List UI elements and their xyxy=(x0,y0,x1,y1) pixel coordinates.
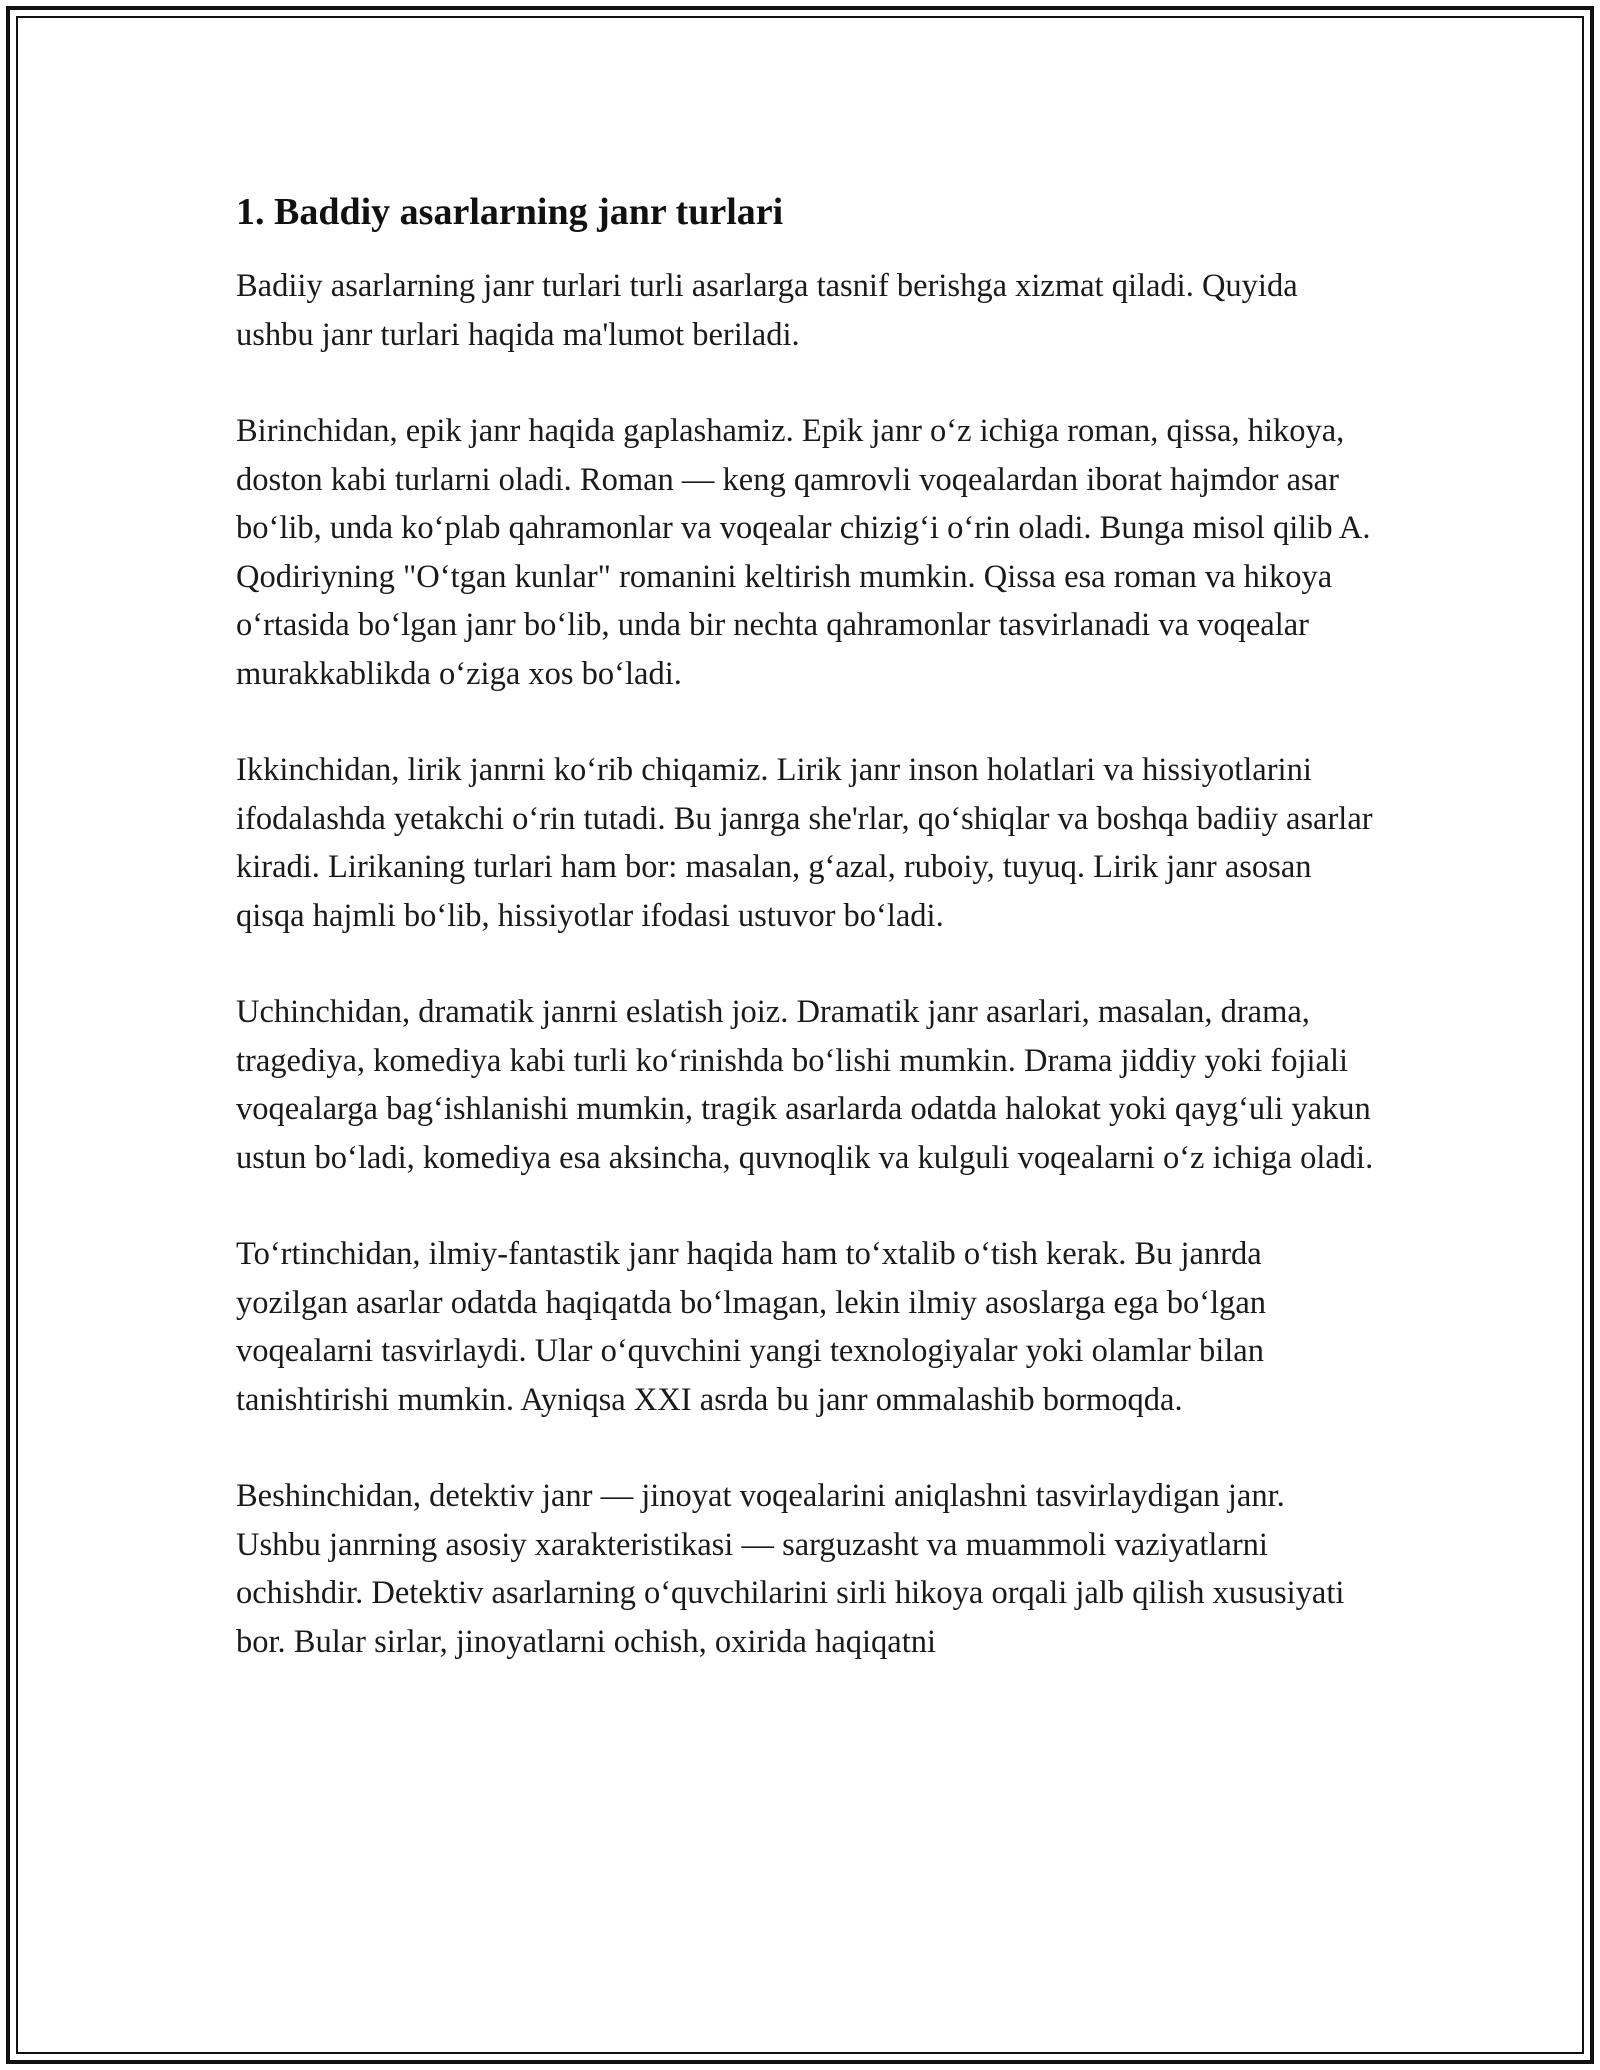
document-body xyxy=(236,186,1376,1714)
paragraph-lyric-genre: Ikkinchidan, lirik janrni ko‘rib chiqamiz. Lirik janr inson holatlari va hissiyotlarini ifodalashda yetakchi o‘rin tutadi. Bu janrga she'rlar, qo‘shiqlar va boshqa badiiy asarlar kiradi. Lirikaning turlari ham bor: masalan, g‘azal, ruboiy, tuyuq. Lirik janr asosan qisqa hajmli bo‘lib, hissiyotlar ifodasi ustuvor bo‘ladi. xyxy=(236,752,1373,934)
paragraph-intro: Badiiy asarlarning janr turlari turli asarlarga tasnif berishga xizmat qiladi. Quyida ushbu janr turlari haqida ma'lumot beriladi. xyxy=(236,268,1298,353)
paragraph-detective-genre: Beshinchidan, detektiv janr — jinoyat voqealarini aniqlashni tasvirlaydigan janr. Ushbu janrning asosiy xarakteristikasi — sarguzasht va muammoli vaziyatlarni ochishdir. Detektiv asarlarning o‘quvchilarini sirli hikoya orqali jalb qilish xususiyati bor. Bular sirlar, jinoyatlarni ochish, oxirida haqiqatni xyxy=(236,1478,1345,1660)
paragraph-epic-genre: Birinchidan, epik janr haqida gaplashamiz. Epik janr o‘z ichiga roman, qissa, hikoya, doston kabi turlarni oladi. Roman — keng qamrovli voqealardan iborat hajmdor asar bo‘lib, unda ko‘plab qahramonlar va voqealar chizig‘i o‘rin oladi. Bunga misol qilib A. Qodiriyning "O‘tgan kunlar" romanini keltirish mumkin. Qissa esa roman va hikoya o‘rtasida bo‘lgan janr bo‘lib, unda bir nechta qahramonlar tasvirlanadi va voqealar murakkablikda o‘ziga xos bo‘ladi. xyxy=(236,413,1371,692)
paragraph-dramatic-genre: Uchinchidan, dramatik janrni eslatish joiz. Dramatik janr asarlari, masalan, drama, tragediya, komediya kabi turli ko‘rinishda bo‘lishi mumkin. Drama jiddiy yoki fojiali voqealarga bag‘ishlanishi mumkin, tragik asarlarda odatda halokat yoki qayg‘uli yakun ustun bo‘ladi, komediya esa aksincha, quvnoqlik va kulguli voqealarni o‘z ichiga oladi. xyxy=(236,994,1374,1176)
document-title: 1. Baddiy asarlarning janr turlari xyxy=(236,191,784,233)
paragraph-scifi-genre: To‘rtinchidan, ilmiy-fantastik janr haqida ham to‘xtalib o‘tish kerak. Bu janrda yozilgan asarlar odatda haqiqatda bo‘lmagan, lekin ilmiy asoslarga ega bo‘lgan voqealarni tasvirlaydi. Ular o‘quvchini yangi texnologiyalar yoki olamlar bilan tanishtirishi mumkin. Ayniqsa XXI asrda bu janr ommalashib bormoqda. xyxy=(236,1236,1267,1418)
